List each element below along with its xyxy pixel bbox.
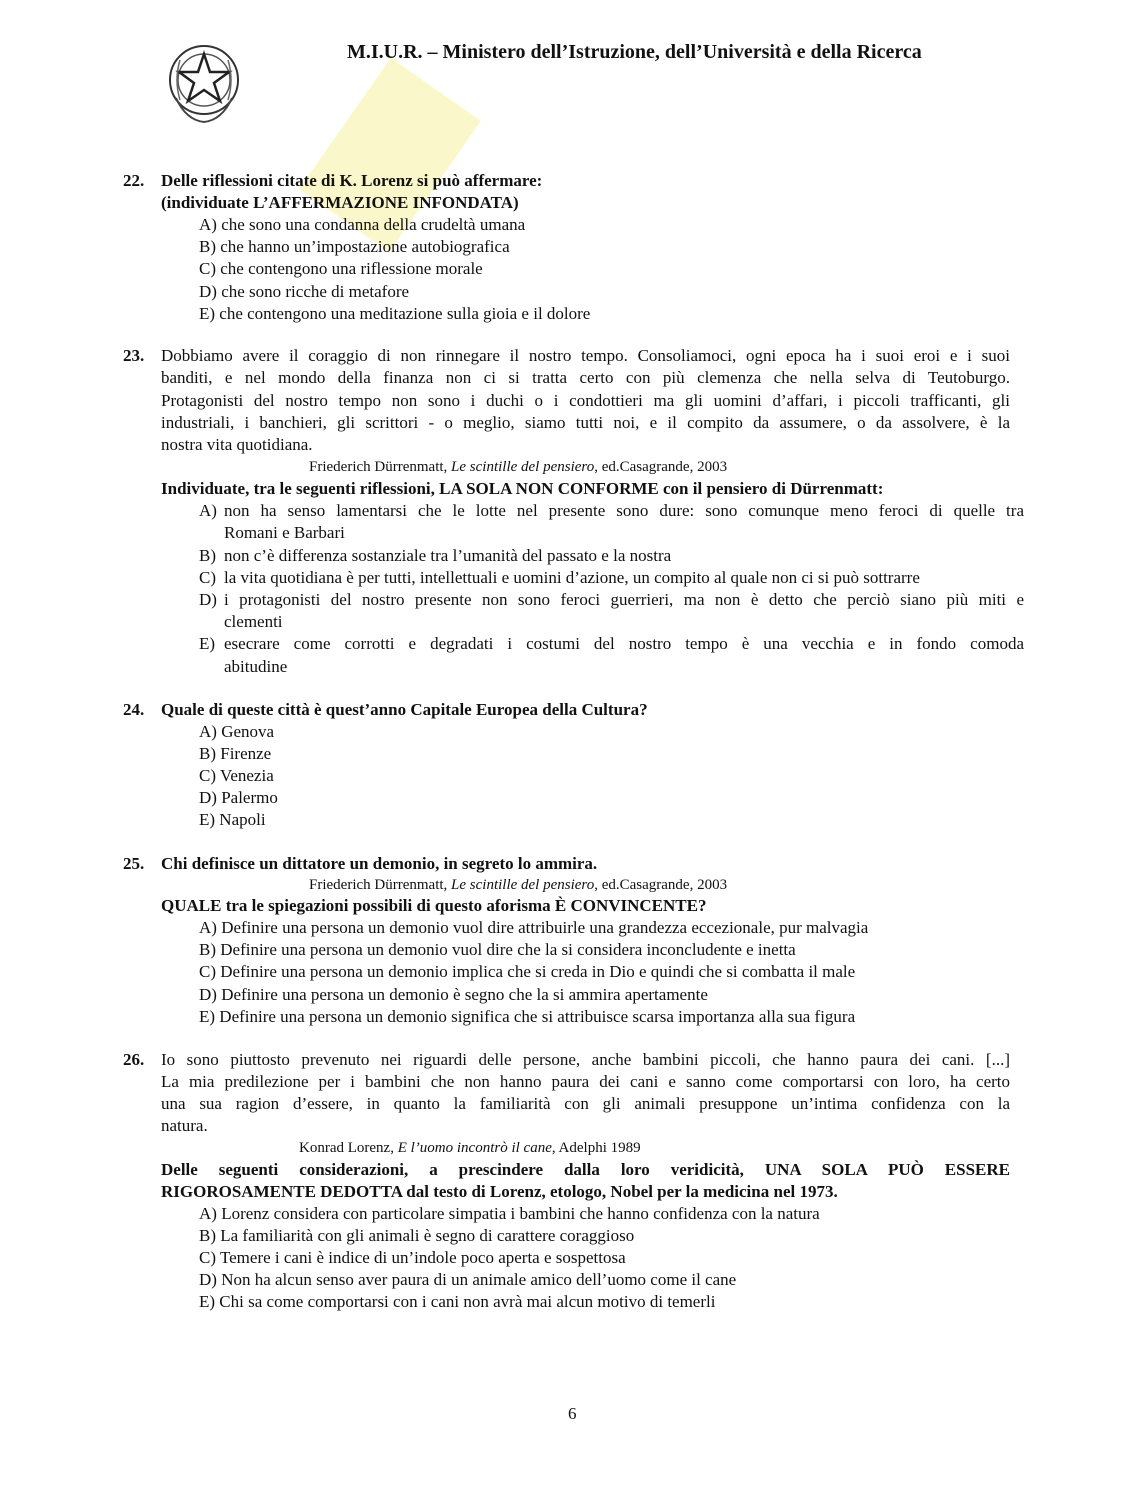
question-23-option-b: non c’è differenza sostanziale tra l’umanità del passato e la nostra (224, 546, 672, 565)
question-23-option-c-letter: C) (199, 568, 216, 587)
question-23-passage-line: Dobbiamo avere il coraggio di non rinnegare il nostro tempo. Consoliamoci, ogni epoca ha i suoi eroi e i suoi (161, 346, 1010, 365)
question-26-prompt-line2: RIGOROSAMENTE DEDOTTA dal testo di Lorenz, etologo, Nobel per la medicina nel 1973. (161, 1182, 838, 1201)
question-23-option-a: non ha senso lamentarsi che le lotte nel presente sono dure: sono comunque meno feroci di quelle tra (224, 501, 1024, 520)
question-23-prompt: Individuate, tra le seguenti riflessioni, LA SOLA NON CONFORME con il pensiero di Dürrenmatt: (161, 479, 884, 498)
question-24-option-d: D) Palermo (199, 788, 278, 807)
question-26-passage-line: Io sono piuttosto prevenuto nei riguardi delle persone, anche bambini piccoli, che hanno paura dei cani. [...] (161, 1050, 1010, 1069)
question-25-option-b: B) Definire una persona un demonio vuol dire che la si considera inconcludente e inetta (199, 940, 796, 959)
question-22-number: 22. (123, 171, 145, 190)
question-24-prompt: Quale di queste città è quest’anno Capitale Europea della Cultura? (161, 700, 648, 719)
question-25-number: 25. (123, 854, 145, 873)
question-26-source: Konrad Lorenz, E l’uomo incontrò il cane, Adelphi 1989 (299, 1140, 641, 1156)
question-26-passage-line: una sua ragion d’essere, in quanto la familiarità con gli animali presuppone un’intima confidenza con la (161, 1094, 1010, 1113)
question-23-number: 23. (123, 346, 145, 365)
question-23-passage-line: industriali, i banchieri, gli scrittori - o meglio, siamo tutti noi, e il compito da assumere, o da assolvere, è la (161, 413, 1010, 432)
question-26-option-d: D) Non ha alcun senso aver paura di un animale amico dell’uomo come il cane (199, 1270, 737, 1289)
page-header-title: M.I.U.R. – Ministero dell’Istruzione, dell’Università e della Ricerca (347, 41, 922, 63)
question-26-passage-line: La mia predilezione per i bambini che non hanno paura dei cani e sanno come comportarsi con loro, ha certo (161, 1072, 1010, 1091)
republic-emblem-icon (166, 40, 242, 126)
question-22-option-e: E) che contengono una meditazione sulla gioia e il dolore (199, 304, 591, 323)
question-25-prompt-2: QUALE tra le spiegazioni possibili di questo aforisma È CONVINCENTE? (161, 896, 707, 915)
question-24-option-c: C) Venezia (199, 766, 274, 785)
question-23-option-e-cont: abitudine (224, 657, 288, 676)
question-24-option-e: E) Napoli (199, 810, 266, 829)
question-25-option-e: E) Definire una persona un demonio significa che si attribuisce scarsa importanza alla sua figura (199, 1007, 856, 1026)
question-23-option-e: esecrare come corrotti e degradati i costumi del nostro tempo è una vecchia e in fondo comoda (224, 634, 1024, 653)
question-22-option-a: A) che sono una condanna della crudeltà umana (199, 215, 526, 234)
question-25-option-c: C) Definire una persona un demonio implica che si creda in Dio e quindi che si combatta il male (199, 962, 856, 981)
question-23-option-d: i protagonisti del nostro presente non sono feroci guerrieri, ma non è detto che perciò siano più miti e (224, 590, 1024, 609)
question-23-option-a-cont: Romani e Barbari (224, 523, 345, 542)
question-25-option-d: D) Definire una persona un demonio è segno che la si ammira apertamente (199, 985, 708, 1004)
question-23-option-e-letter: E) (199, 634, 216, 653)
question-23-passage-line: Protagonisti del nostro tempo non sono i duchi o i condottieri ma gli uomini d’affari, i piccoli trafficanti, gli (161, 391, 1010, 410)
question-22-option-c: C) che contengono una riflessione morale (199, 259, 483, 278)
question-23-passage-line: nostra vita quotidiana. (161, 435, 313, 454)
question-24-number: 24. (123, 700, 145, 719)
question-24-option-a: A) Genova (199, 722, 275, 741)
question-23-passage-line: banditi, e nel mondo della finanza non ci si tratta certo con più clemenza che nella selva di Teutoburgo. (161, 368, 1010, 387)
question-24-option-b: B) Firenze (199, 744, 272, 763)
question-22-prompt-line2: (individuate L’AFFERMAZIONE INFONDATA) (161, 193, 519, 212)
question-25-prompt: Chi definisce un dittatore un demonio, in segreto lo ammira. (161, 854, 598, 873)
question-26-option-e: E) Chi sa come comportarsi con i cani non avrà mai alcun motivo di temerli (199, 1292, 716, 1311)
question-25-source: Friederich Dürrenmatt, Le scintille del pensiero, ed.Casagrande, 2003 (309, 877, 728, 893)
question-26-number: 26. (123, 1050, 145, 1069)
question-23-source: Friederich Dürrenmatt, Le scintille del pensiero, ed.Casagrande, 2003 (309, 459, 728, 475)
question-23-option-d-cont: clementi (224, 612, 283, 631)
question-25-option-a: A) Definire una persona un demonio vuol dire attribuirle una grandezza eccezionale, pur malvagia (199, 918, 869, 937)
question-23-option-d-letter: D) (199, 590, 217, 609)
question-23-option-a-letter: A) (199, 501, 217, 520)
question-23-option-c: la vita quotidiana è per tutti, intellettuali e uomini d’azione, un compito al quale non ci si può sottrarre (224, 568, 920, 587)
question-22-option-b: B) che hanno un’impostazione autobiografica (199, 237, 510, 256)
question-26-option-a: A) Lorenz considera con particolare simpatia i bambini che hanno confidenza con la natura (199, 1204, 820, 1223)
question-23-option-b-letter: B) (199, 546, 216, 565)
question-26-option-b: B) La familiarità con gli animali è segno di carattere coraggioso (199, 1226, 635, 1245)
question-22-option-d: D) che sono ricche di metafore (199, 282, 410, 301)
question-26-option-c: C) Temere i cani è indice di un’indole poco aperta e sospettosa (199, 1248, 626, 1267)
page-number: 6 (568, 1404, 577, 1423)
question-22-prompt: Delle riflessioni citate di K. Lorenz si può affermare: (161, 171, 543, 190)
question-26-prompt: Delle seguenti considerazioni, a prescindere dalla loro veridicità, UNA SOLA PUÒ ESSERE (161, 1160, 1010, 1179)
question-26-passage-line: natura. (161, 1116, 208, 1135)
